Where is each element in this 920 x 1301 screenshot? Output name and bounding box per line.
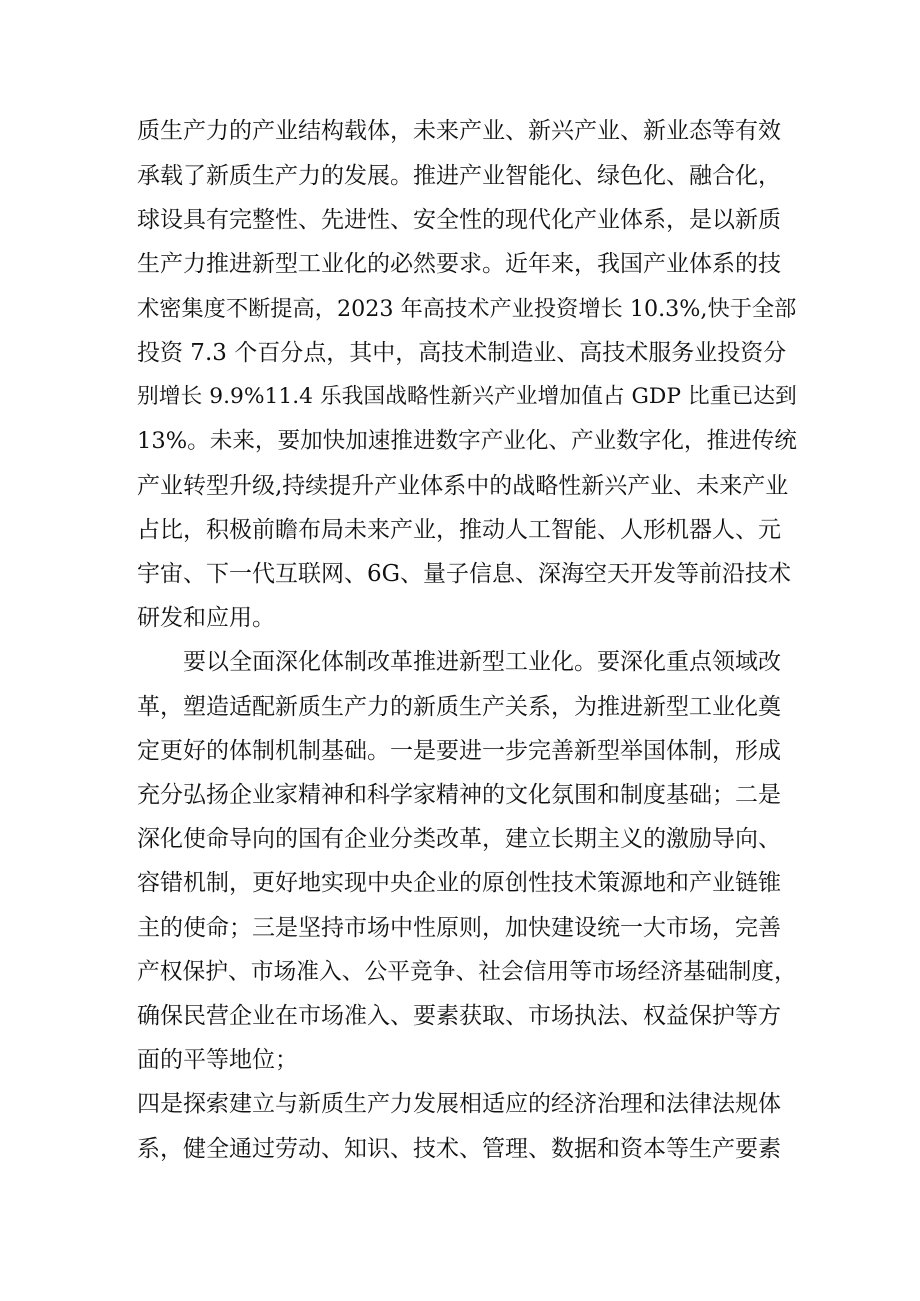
text-line: 球设具有完整性、先进性、安全性的现代化产业体系，是以新质 (137, 207, 781, 233)
text-line: 投资 7.3 个百分点，其中，高技术制造业、高技术服务业投资分 (137, 340, 787, 366)
text-line: 别增长 9.9%11.4 乐我国战略性新兴产业增加值占 GDP 比重已达到 (137, 384, 797, 409)
text-line: 四是探索建立与新质生产力发展相适应的经济治理和法律法规体 (137, 1091, 781, 1117)
text-line: 产权保护、市场准入、公平竞争、社会信用等市场经济基础制度， (137, 959, 797, 985)
text-line: 定更好的体制机制基础。一是要进一步完善新型举国体制，形成 (137, 738, 781, 764)
text-line: 承载了新质生产力的发展。推进产业智能化、绿色化、融合化， (137, 163, 781, 189)
text-line: 面的平等地位； (137, 1047, 298, 1073)
text-line: 质生产力的产业结构载体，未来产业、新兴产业、新业态等有效 (137, 118, 781, 144)
text-line: 深化使命导向的国有企业分类改革，建立长期主义的激励导向、 (137, 826, 781, 852)
text-line: 革，塑造适配新质生产力的新质生产关系，为推进新型工业化奠 (137, 694, 781, 720)
text-line: 系，健全通过劳动、知识、技术、管理、数据和资本等生产要素 (137, 1136, 781, 1162)
text-line: 充分弘扬企业家精神和科学家精神的文化氛围和制度基础；二是 (137, 782, 781, 808)
text-line: 生产力推进新型工业化的必然要求。近年来，我国产业体系的技 (137, 251, 781, 277)
text-line: 确保民营企业在市场准入、要素获取、市场执法、权益保护等方 (137, 1003, 781, 1029)
text-line: 容错机制，更好地实现中央企业的原创性技术策源地和产业链锥 (137, 870, 781, 896)
text-line: 术密集度不断提高，2023 年高技术产业投资增长 10.3%,快于全部 (137, 296, 797, 322)
text-line: 产业转型升级,持续提升产业体系中的战略性新兴产业、未来产业 (137, 473, 789, 499)
text-line: 宇宙、下一代互联网、6G、量子信息、深海空天开发等前沿技术 (137, 561, 792, 587)
text-line: 13%。未来，要加快加速推进数字产业化、产业数字化，推进传统 (137, 428, 797, 454)
text-line: 占比，积极前瞻布局未来产业，推动人工智能、人形机器人、元 (137, 517, 781, 543)
paragraph-first-line: 要以全面深化体制改革推进新型工业化。要深化重点领域改 (183, 649, 781, 675)
text-line: 研发和应用。 (137, 605, 275, 631)
text-line: 主的使命；三是坚持市场中性原则，加快建设统一大市场，完善 (137, 915, 781, 941)
